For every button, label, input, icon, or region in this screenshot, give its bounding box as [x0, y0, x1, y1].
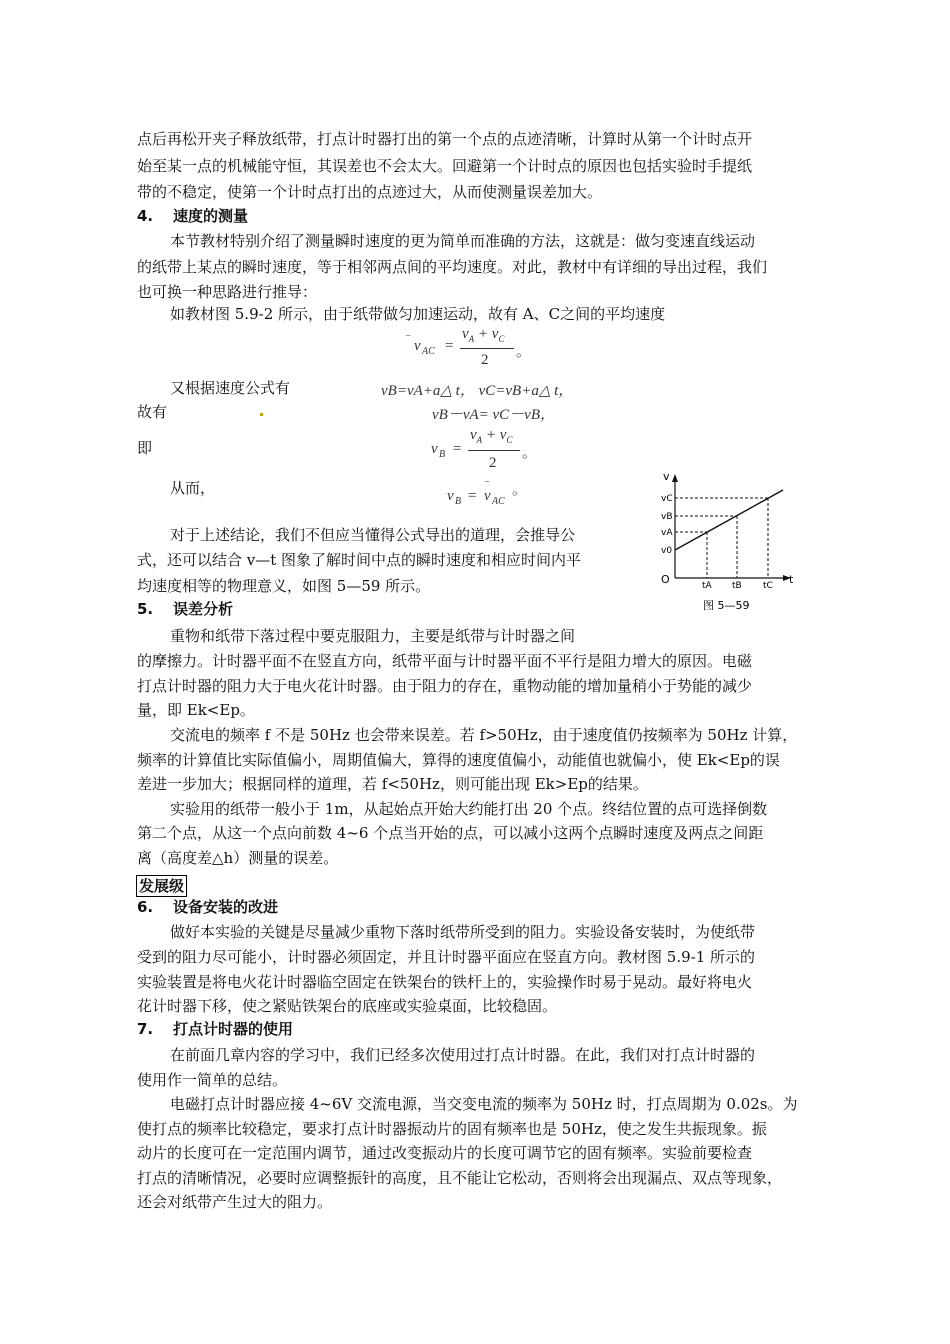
paragraph-line: 打点计时器的阻力大于电火花计时器。由于阻力的存在，重物动能的增加量稍小于势能的减少	[137, 677, 753, 695]
label-speed-formula: 又根据速度公式有	[170, 379, 291, 397]
formula-velocity-relations: vB=vA+a△ t， vC=vB+a△ t，	[381, 383, 574, 399]
section-title: 打点计时器的使用	[173, 1020, 294, 1038]
paragraph-line: 电磁打点计时器应接 4~6V 交流电源，当交变电流的频率为 50Hz 时，打点周期为 0.02s。为	[170, 1095, 798, 1113]
label-therefore: 故有	[137, 403, 168, 421]
paragraph-line: 还会对纸带产生过大的阻力。	[137, 1193, 333, 1211]
paragraph-line: 使用作一简单的总结。	[137, 1071, 288, 1089]
paragraph-line: 如教材图 5.9-2 所示，由于纸带做匀加速运动，故有 A、C之间的平均速度	[170, 305, 666, 323]
paragraph-line: 受到的阻力尽可能小，计时器必须固定，并且计时器平面应在竖直方向。教材图 5.9-1 所示的	[137, 948, 756, 966]
paragraph-line: 的摩擦力。计时器平面不在竖直方向，纸带平面与计时器平面不平行是阻力增大的原因。电磁	[137, 652, 753, 670]
document-page: 点后再松开夹子释放纸带，打点计时器打出的第一个点的点迹清晰，计算时从第一个计时点开 始至某一点的机械能守恒，其误差也不会太大。回避第一个计时点的原因也包括实验时手提纸 带的不稳定，使第一个计时点打出的点迹过大，从而使测量误差加大。 4. 速度的测量 本节教材特别介绍了测量瞬时速度的更为简单而准确的方法，这就是：做匀变速直线运动 的纸带上某点的瞬时速度，等于相邻两点间的平均速度。对此，教材中有详细的导出过程，我们 也可换一种思路进行推导： 如教材图 5.9-2 所示，由于纸带做匀加速运动，故有 A、C之间的平均速度 – v AC = $v_A + v_C$ 2 。 又根据速度公式有 vB=vA+a△ t， vC=vB+a△ t， 故有 vB－vA= vC－vB， 即 v B = $v_A + v_C$ 2 。 从而， v B = – v AC 。 对于上述结论，我们不但应当懂得公式导出的道理，会推导公 式，还可以结合 v—t 图象了解时间中点的瞬时速度和相应时间内平 均速度相等的物理意义，如图 5—59 所示。 v t O vC vB vA v0 tA tB tC 图 5—59 5. 误差分析 重物和纸带下落过程中要克服阻力，主要是纸带与计时器之间 的摩擦力。计时器平面不在竖直方向，纸带平面与计时器平面不平行是阻力增大的原因。电磁 打点计时器的阻力大于电火花计时器。由于阻力的存在，重物动能的增加量稍小于势能的减少 量，即 Ek<Ep。 交流电的频率 f 不是 50Hz 也会带来误差。若 f>50Hz，由于速度值仍按频率为 50Hz 计算， 频率的计算值比实际值偏小，周期值偏大，算得的速度值偏小，动能值也就偏小，使 Ek<Ep的误 差进一步加大；根据同样的道理，若 f<50Hz，则可能出现 Ek>Ep的结果。 实验用的纸带一般小于 1m，从起始点开始大约能打出 20 个点。终结位置的点可选择倒数 第二个点，从这一个点向前数 4~6 个点当开始的点，可以减小这两个点瞬时速度及两点之间距 离（高度差△h）测量的误差。 发展级 6. 设备安装的改进 做好本实验的关键是尽量减少重物下落时纸带所受到的阻力。实验设备安装时，为使纸带 受到的阻力尽可能小，计时器必须固定，并且计时器平面应在竖直方向。教材图 5.9-1 所示的 实验装置是将电火花计时器临空固定在铁架台的铁杆上的，实验操作时易于晃动。最好将电火 花计时器下移，使之紧贴铁架台的底座或实验桌面，比较稳固。 7. 打点计时器的使用 在前面几章内容的学习中，我们已经多次使用过打点计时器。在此，我们对打点计时器的 使用作一简单的总结。 电磁打点计时器应接 4~6V 交流电源，当交变电流的频率为 50Hz 时，打点周期为 0.02s。为 使打点的频率比较稳定，要求打点计时器振动片的固有频率也是 50Hz，使之发生共振现象。振 动片的长度可在一定范围内调节，通过改变振动片的长度可调节它的固有频率。实验前要检查 打点的清晰情况，必要时应调整振针的高度，且不能让它松动，否则将会出现漏点、双点等现象， 还会对纸带产生过大的阻力。	[0, 0, 950, 1344]
paragraph-line: 量，即 Ek<Ep。	[137, 701, 255, 719]
paragraph-line: 使打点的频率比较稳定，要求打点计时器振动片的固有频率也是 50Hz，使之发生共振现象。振	[137, 1120, 767, 1138]
section-title: 设备安装的改进	[173, 898, 279, 916]
y-tick-label: vC	[661, 494, 673, 504]
section-heading	[137, 1018, 293, 1040]
paragraph-line: 均速度相等的物理意义，如图 5—59 所示。	[137, 577, 431, 595]
section-heading	[137, 598, 233, 620]
paragraph-line: 重物和纸带下落过程中要克服阻力，主要是纸带与计时器之间	[170, 627, 576, 645]
section-heading	[137, 896, 278, 918]
mark-dot	[260, 413, 263, 416]
paragraph-line: 带的不稳定，使第一个计时点打出的点迹过大，从而使测量误差加大。	[137, 183, 603, 201]
paragraph-line: 频率的计算值比实际值偏小，周期值偏大，算得的速度值偏小，动能值也就偏小，使 Ek<Ep的误	[137, 751, 780, 769]
x-axis-label: t	[789, 573, 794, 586]
section-heading	[137, 205, 248, 227]
paragraph-line: 本节教材特别介绍了测量瞬时速度的更为简单而准确的方法，这就是：做匀变速直线运动	[170, 232, 756, 250]
paragraph-line: 做好本实验的关键是尽量减少重物下落时纸带所受到的阻力。实验设备安装时，为使纸带	[170, 923, 756, 941]
paragraph-line: 式，还可以结合 v—t 图象了解时间中点的瞬时速度和相应时间内平	[137, 551, 582, 569]
paragraph-line: 离（高度差△h）测量的误差。	[137, 849, 339, 867]
vt-graph-figure	[655, 470, 805, 615]
formula-velocity-difference: vB－vA= vC－vB，	[432, 407, 555, 423]
section-title: 误差分析	[173, 600, 234, 618]
section-number: 7.	[137, 1020, 154, 1038]
section-number: 4.	[137, 207, 154, 225]
paragraph-line: 打点的清晰情况，必要时应调整振针的高度，且不能让它松动，否则将会出现漏点、双点等现象，	[137, 1169, 783, 1187]
paragraph-line: 动片的长度可在一定范围内调节，通过改变振动片的长度可调节它的固有频率。实验前要检查	[137, 1144, 753, 1162]
paragraph-line: 实验装置是将电火花计时器临空固定在铁架台的铁杆上的，实验操作时易于晃动。最好将电火	[137, 973, 753, 991]
section-number: 5.	[137, 600, 154, 618]
x-tick-label: tC	[763, 581, 773, 591]
figure-caption: 图 5—59	[703, 599, 750, 612]
x-tick-label: tB	[732, 581, 742, 591]
paragraph-line: 对于上述结论，我们不但应当懂得公式导出的道理，会推导公	[170, 526, 576, 544]
origin-label: O	[661, 573, 670, 586]
section-number: 6.	[137, 898, 154, 916]
section-title: 速度的测量	[173, 207, 249, 225]
y-tick-label: vB	[661, 512, 673, 522]
x-tick-label: tA	[702, 581, 712, 591]
paragraph-line: 交流电的频率 f 不是 50Hz 也会带来误差。若 f>50Hz，由于速度值仍按频率为 50Hz 计算，	[170, 726, 798, 744]
y-tick-label: v0	[661, 546, 673, 556]
label-ie: 即	[137, 439, 153, 457]
level-label: 发展级	[136, 875, 187, 897]
paragraph-line: 实验用的纸带一般小于 1m，从起始点开始大约能打出 20 个点。终结位置的点可选择倒数	[170, 800, 768, 818]
paragraph-line: 也可换一种思路进行推导：	[137, 283, 318, 301]
y-tick-label: vA	[661, 528, 673, 538]
paragraph-line: 第二个点，从这一个点向前数 4~6 个点当开始的点，可以减小这两个点瞬时速度及两点之间距	[137, 824, 764, 842]
paragraph-line: 花计时器下移，使之紧贴铁架台的底座或实验桌面，比较稳固。	[137, 997, 558, 1015]
paragraph-line: 差进一步加大；根据同样的道理，若 f<50Hz，则可能出现 Ek>Ep的结果。	[137, 775, 648, 793]
label-thus: 从而，	[170, 479, 216, 497]
paragraph-line: 的纸带上某点的瞬时速度，等于相邻两点间的平均速度。对此，教材中有详细的导出过程，我们	[137, 258, 768, 276]
paragraph-line: 在前面几章内容的学习中，我们已经多次使用过打点计时器。在此，我们对打点计时器的	[170, 1046, 756, 1064]
paragraph-line: 始至某一点的机械能守恒，其误差也不会太大。回避第一个计时点的原因也包括实验时手提纸	[137, 157, 753, 175]
paragraph-line: 点后再松开夹子释放纸带，打点计时器打出的第一个点的点迹清晰，计算时从第一个计时点开	[137, 130, 753, 148]
y-axis-label: v	[663, 470, 670, 483]
